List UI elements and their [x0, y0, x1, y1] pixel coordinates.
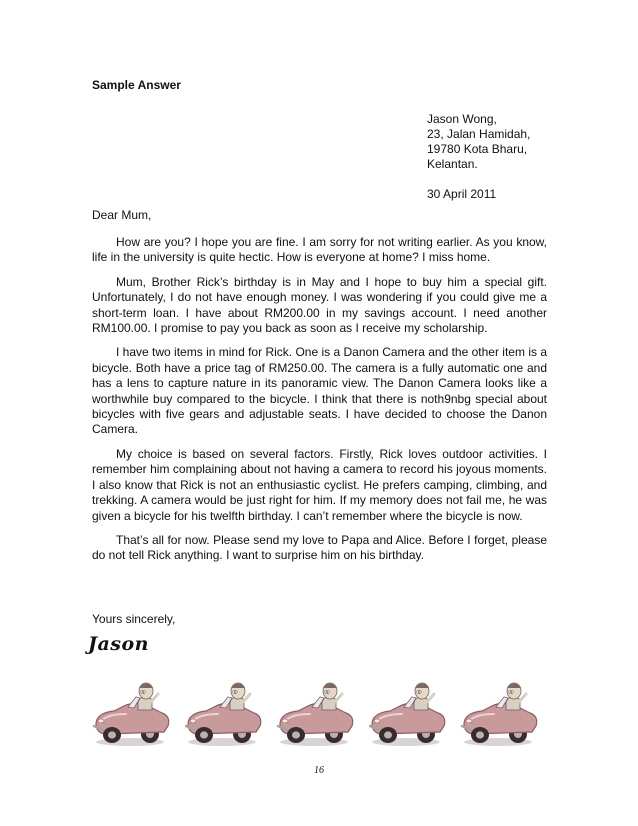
car-clipart — [186, 683, 261, 746]
address-line: Jason Wong, — [427, 112, 497, 126]
address-line: 19780 Kota Bharu, — [427, 142, 528, 156]
letter-date: 30 April 2011 — [427, 187, 497, 201]
sender-address — [427, 112, 530, 172]
document-heading: Sample Answer — [92, 78, 181, 92]
paragraph: Mum, Brother Rick’s birthday is in May and I hope to buy him a special gift. Unfortunately, I do not have enough money. I was wondering if you could give me a short-term loan. I have about RM200.00 in my savings account. I need another RM100.00. I promise to pay you back as soon as I receive my scholarship. — [92, 274, 547, 336]
address-line: 23, Jalan Hamidah, — [427, 127, 531, 141]
car-clipart — [370, 683, 445, 746]
closing: Yours sincerely, — [92, 612, 176, 626]
car-clipart — [462, 683, 537, 746]
paragraph: I have two items in mind for Rick. One is a Danon Camera and the other item is a bicycle. Both have a price tag of RM250.00. The camera is a fully automatic one and has a lens to capture nature in its panoramic view. The Danon Camera looks like a worthwhile buy compared to the bicycle. I think that there is noth9nbg special about bicycles with five gears and adjustable seats. I have decided to choose the Danon Camera. — [92, 345, 547, 437]
car-clipart — [94, 683, 169, 746]
page-number: 16 — [314, 765, 324, 776]
salutation: Dear Mum, — [92, 208, 152, 222]
signature: Jason — [88, 633, 149, 655]
paragraph: How are you? I hope you are fine. I am sorry for not writing earlier. As you know, life in the university is quite hectic. How is everyone at home? I miss home. — [92, 235, 547, 265]
paragraph: My choice is based on several factors. Firstly, Rick loves outdoor activities. I remember him complaining about not having a camera to record his joyous moments. I also know that Rick is not an enthusiastic cyclist. He prefers camping, climbing, and trekking. A camera would be just right for him. If my memory does not fail me, he was given a bicycle for his twelfth birthday. I can’t remember where the bicycle is now. — [92, 446, 547, 523]
car-clipart-row — [90, 680, 550, 750]
car-clipart — [278, 683, 353, 746]
paragraph: That’s all for now. Please send my love to Papa and Alice. Before I forget, please do not tell Rick anything. I want to surprise him on his birthday. — [92, 532, 547, 563]
address-line: Kelantan. — [427, 157, 478, 171]
letter-body — [92, 235, 547, 573]
